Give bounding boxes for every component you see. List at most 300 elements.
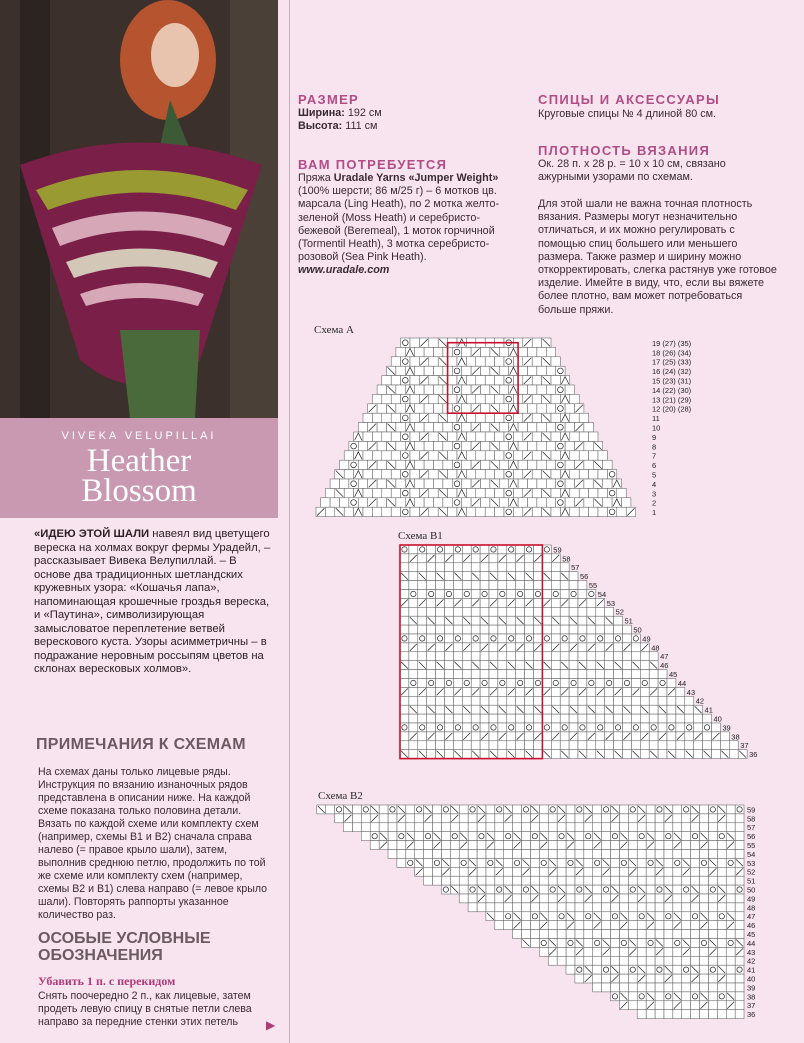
chart-b2-cell bbox=[673, 947, 682, 956]
chart-a-cell bbox=[532, 507, 541, 516]
chart-b1-cell bbox=[667, 696, 676, 705]
chart-b2-cell bbox=[655, 992, 664, 1001]
chart-b1-cell bbox=[578, 607, 587, 616]
chart-b1-cell bbox=[614, 616, 623, 625]
chart-b1-cell bbox=[453, 554, 462, 563]
chart-a-cell bbox=[551, 451, 560, 460]
chart-b2-cell bbox=[611, 823, 620, 832]
chart-a-cell bbox=[391, 507, 400, 516]
chart-b2-cell bbox=[726, 805, 735, 814]
chart-b1-cell bbox=[489, 732, 498, 741]
shawl-photo bbox=[0, 0, 278, 418]
chart-b1-cell bbox=[605, 723, 614, 732]
chart-a-cell bbox=[556, 441, 565, 450]
chart-b2-cell bbox=[682, 894, 691, 903]
chart-a-cell bbox=[466, 357, 475, 366]
chart-b2-cell bbox=[344, 823, 353, 832]
title-line-2: Blossom bbox=[81, 473, 197, 509]
chart-a-cell bbox=[401, 357, 410, 366]
chart-b2-cell bbox=[735, 850, 744, 859]
chart-b2-cell bbox=[361, 832, 370, 841]
chart-a-cell bbox=[532, 394, 541, 403]
chart-b1-cell bbox=[409, 625, 418, 634]
chart-a-cell bbox=[401, 376, 410, 385]
chart-b2-cell bbox=[530, 850, 539, 859]
chart-a-cell bbox=[391, 357, 400, 366]
chart-a-cell bbox=[410, 413, 419, 422]
chart-b2-cell bbox=[584, 956, 593, 965]
chart-b2-cell bbox=[539, 894, 548, 903]
chart-b1-cell bbox=[578, 723, 587, 732]
chart-b2-cell bbox=[700, 930, 709, 939]
chart-b1-cell bbox=[516, 696, 525, 705]
chart-b2-cell bbox=[397, 823, 406, 832]
chart-a-cell bbox=[424, 347, 433, 356]
chart-a-cell bbox=[344, 451, 353, 460]
chart-a-cell bbox=[495, 394, 504, 403]
chart-b1-cell bbox=[551, 634, 560, 643]
chart-b1-cell bbox=[542, 679, 551, 688]
chart-b2-cell bbox=[664, 992, 673, 1001]
chart-b1-cell bbox=[471, 643, 480, 652]
chart-b1-label: Схема B1 bbox=[398, 530, 443, 542]
chart-a-cell bbox=[504, 376, 513, 385]
chart-a-cell bbox=[551, 394, 560, 403]
chart-b1-cell bbox=[560, 563, 569, 572]
chart-b1-cell bbox=[480, 563, 489, 572]
chart-b1-cell bbox=[560, 705, 569, 714]
chart-b2-cell bbox=[539, 939, 548, 948]
chart-b2-cell bbox=[539, 850, 548, 859]
chart-b2-row-label: 40 bbox=[747, 974, 756, 984]
chart-b1-cell bbox=[569, 714, 578, 723]
chart-a-cell bbox=[556, 423, 565, 432]
chart-b2-cell bbox=[691, 921, 700, 930]
chart-b2-cell bbox=[664, 858, 673, 867]
chart-b2-cell bbox=[450, 841, 459, 850]
chart-b2-cell bbox=[584, 841, 593, 850]
chart-a-cell bbox=[443, 498, 452, 507]
chart-b1-cell bbox=[542, 554, 551, 563]
chart-a-cell bbox=[546, 423, 555, 432]
chart-b2-cell bbox=[504, 850, 513, 859]
chart-b2-cell bbox=[584, 912, 593, 921]
chart-a-cell bbox=[622, 498, 631, 507]
chart-b1-cell bbox=[685, 732, 694, 741]
chart-b1-cell bbox=[462, 670, 471, 679]
chart-b2-cell bbox=[700, 885, 709, 894]
chart-a-cell bbox=[537, 423, 546, 432]
chart-b2-row-label: 56 bbox=[747, 832, 756, 842]
chart-b2-cell bbox=[584, 903, 593, 912]
chart-b1-cell bbox=[685, 741, 694, 750]
chart-b1-cell bbox=[578, 643, 587, 652]
chart-b1-cell bbox=[623, 696, 632, 705]
chart-b1-cell bbox=[453, 581, 462, 590]
chart-b1-cell bbox=[445, 652, 454, 661]
chart-b1-cell bbox=[409, 723, 418, 732]
chart-b1-cell bbox=[462, 634, 471, 643]
chart-b2-cell bbox=[673, 858, 682, 867]
chart-b2-cell bbox=[619, 930, 628, 939]
chart-a-cell bbox=[546, 347, 555, 356]
chart-b2-cell bbox=[735, 992, 744, 1001]
materials-url[interactable]: www.uradale.com bbox=[298, 264, 390, 277]
chart-a-cell bbox=[448, 413, 457, 422]
chart-b1-cell bbox=[453, 741, 462, 750]
chart-b2-cell bbox=[566, 885, 575, 894]
chart-b1-cell bbox=[462, 696, 471, 705]
chart-b2-cell bbox=[646, 974, 655, 983]
chart-b2-cell bbox=[433, 867, 442, 876]
chart-a-cell bbox=[396, 347, 405, 356]
chart-b2-cell bbox=[691, 850, 700, 859]
chart-a-cell bbox=[518, 498, 527, 507]
chart-b1-cell bbox=[480, 661, 489, 670]
chart-a-cell bbox=[551, 488, 560, 497]
chart-a-cell bbox=[546, 385, 555, 394]
chart-b1-cell bbox=[471, 679, 480, 688]
chart-a-cell bbox=[499, 460, 508, 469]
chart-b1-cell bbox=[551, 581, 560, 590]
chart-a-cell bbox=[513, 432, 522, 441]
chart-b1-cell bbox=[418, 590, 427, 599]
chart-b1-cell bbox=[631, 723, 640, 732]
chart-b2-cell bbox=[415, 841, 424, 850]
chart-b2-cell bbox=[735, 832, 744, 841]
chart-b2-cell bbox=[717, 876, 726, 885]
chart-b2-cell bbox=[691, 823, 700, 832]
chart-b2-cell bbox=[593, 983, 602, 992]
chart-a-cell bbox=[415, 441, 424, 450]
chart-a-cell bbox=[415, 347, 424, 356]
chart-a-cell bbox=[434, 423, 443, 432]
chart-a-cell bbox=[377, 460, 386, 469]
chart-a-cell bbox=[434, 460, 443, 469]
chart-b1-cell bbox=[534, 652, 543, 661]
chart-a-cell bbox=[401, 488, 410, 497]
chart-b2-cell bbox=[424, 850, 433, 859]
chart-b2-cell bbox=[441, 876, 450, 885]
chart-b2-cell bbox=[619, 805, 628, 814]
chart-a-cell bbox=[607, 507, 616, 516]
chart-b2-cell bbox=[441, 841, 450, 850]
chart-a-cell bbox=[546, 479, 555, 488]
chart-b1-cell bbox=[587, 598, 596, 607]
chart-b1-cell bbox=[498, 661, 507, 670]
chart-b1-cell bbox=[569, 670, 578, 679]
chart-b1-cell bbox=[462, 723, 471, 732]
chart-b2-cell bbox=[593, 939, 602, 948]
chart-b2-cell bbox=[673, 814, 682, 823]
chart-b1-cell bbox=[569, 590, 578, 599]
chart-b2-cell bbox=[637, 850, 646, 859]
chart-b2-cell bbox=[548, 841, 557, 850]
chart-a-cell bbox=[565, 404, 574, 413]
chart-b1-cell bbox=[569, 723, 578, 732]
chart-a-cell bbox=[617, 507, 626, 516]
chart-a-cell bbox=[481, 479, 490, 488]
chart-b2-cell bbox=[593, 858, 602, 867]
chart-a-cell bbox=[452, 385, 461, 394]
chart-b2-cell bbox=[557, 930, 566, 939]
chart-b2-cell bbox=[717, 850, 726, 859]
chart-a-cell bbox=[372, 507, 381, 516]
chart-b2-cell bbox=[468, 814, 477, 823]
chart-b2-cell bbox=[513, 805, 522, 814]
chart-b2-cell bbox=[664, 983, 673, 992]
chart-b2-cell bbox=[370, 832, 379, 841]
chart-b1-cell bbox=[534, 696, 543, 705]
chart-b1-cell bbox=[489, 554, 498, 563]
chart-b1-cell bbox=[462, 741, 471, 750]
chart-b2-cell bbox=[655, 876, 664, 885]
chart-b1-cell bbox=[525, 607, 534, 616]
chart-b2-row-label: 59 bbox=[747, 805, 756, 815]
chart-a-cell bbox=[537, 498, 546, 507]
chart-b2-cell bbox=[717, 1010, 726, 1019]
chart-a-cell bbox=[528, 423, 537, 432]
chart-a-cell bbox=[452, 423, 461, 432]
chart-b2-cell bbox=[726, 939, 735, 948]
chart-b1-row-label: 49 bbox=[642, 634, 651, 644]
chart-b2-cell bbox=[602, 823, 611, 832]
chart-b1-cell bbox=[427, 634, 436, 643]
chart-b1-cell bbox=[409, 679, 418, 688]
chart-b2-cell bbox=[522, 832, 531, 841]
chart-b2-cell bbox=[433, 805, 442, 814]
chart-b2-cell bbox=[708, 921, 717, 930]
chart-b1-cell bbox=[534, 670, 543, 679]
chart-b2-cell bbox=[566, 814, 575, 823]
chart-b2-cell bbox=[539, 867, 548, 876]
chart-b1-cell bbox=[587, 590, 596, 599]
chart-b2-cell bbox=[637, 903, 646, 912]
chart-a-row-label: 10 bbox=[652, 423, 661, 433]
chart-a-cell bbox=[485, 432, 494, 441]
needles-text: Круговые спицы № 4 длиной 80 см. bbox=[538, 108, 717, 120]
chart-b2-cell bbox=[584, 939, 593, 948]
chart-b2-cell bbox=[530, 876, 539, 885]
chart-b2-cell bbox=[406, 850, 415, 859]
chart-a-cell bbox=[372, 451, 381, 460]
chart-b2-cell bbox=[646, 858, 655, 867]
chart-b1-cell bbox=[409, 563, 418, 572]
chart-a-cell bbox=[429, 488, 438, 497]
chart-a-cell bbox=[372, 488, 381, 497]
chart-b2-cell bbox=[548, 805, 557, 814]
chart-b2-cell bbox=[397, 858, 406, 867]
chart-b1-cell bbox=[489, 679, 498, 688]
chart-a-cell bbox=[377, 498, 386, 507]
chart-b2-cell bbox=[530, 832, 539, 841]
chart-a-cell bbox=[570, 432, 579, 441]
chart-b2-cell bbox=[584, 930, 593, 939]
chart-a-cell bbox=[495, 507, 504, 516]
chart-b2-cell bbox=[522, 850, 531, 859]
chart-b1-cell bbox=[418, 625, 427, 634]
chart-b2-cell bbox=[611, 858, 620, 867]
chart-b1-cell bbox=[649, 670, 658, 679]
chart-a-cell bbox=[518, 404, 527, 413]
chart-b1-cell bbox=[560, 616, 569, 625]
chart-b2-cell bbox=[646, 850, 655, 859]
chart-a-cell bbox=[410, 488, 419, 497]
chart-b2-cell bbox=[575, 805, 584, 814]
chart-a-cell bbox=[429, 470, 438, 479]
chart-a-cell bbox=[546, 366, 555, 375]
chart-b1-cell bbox=[614, 714, 623, 723]
chart-b1-cell bbox=[685, 705, 694, 714]
chart-b2-cell bbox=[637, 858, 646, 867]
chart-b1-cell bbox=[631, 670, 640, 679]
chart-b2-cell bbox=[673, 983, 682, 992]
chart-b2-row-label: 58 bbox=[747, 814, 756, 824]
chart-b2-cell bbox=[664, 876, 673, 885]
notes-heading: ПРИМЕЧАНИЯ К СХЕМАМ bbox=[36, 736, 246, 753]
chart-a-row-label: 18 (26) (34) bbox=[652, 348, 692, 358]
chart-b2-cell bbox=[557, 903, 566, 912]
chart-a-cell bbox=[466, 451, 475, 460]
chart-b1-cell bbox=[489, 705, 498, 714]
chart-b2-cell bbox=[628, 956, 637, 965]
chart-b1-cell bbox=[587, 652, 596, 661]
chart-a-cell bbox=[481, 498, 490, 507]
intro-text: навеял вид цветущего вереска на холмах вокруг фермы Урадейл, – рассказывает Вивека Велупиллай. – В основе два традиционных шетландских кружевных узора: «Кошачья лапа», напоминающая крошечные гроздья вереска, и «Паутина», символизирующая замысловатое переплетение ветвей верескового куста. Узоры асимметричны – в подражание неровным россыпям цветов на склонах вересковых холмов». bbox=[34, 528, 271, 675]
chart-b1-cell bbox=[614, 670, 623, 679]
chart-b1-cell bbox=[400, 679, 409, 688]
chart-b1-cell bbox=[427, 661, 436, 670]
chart-a-row-label: 12 (20) (28) bbox=[652, 404, 692, 414]
chart-b2-cell bbox=[673, 885, 682, 894]
chart-b2-cell bbox=[628, 841, 637, 850]
chart-a-cell bbox=[532, 451, 541, 460]
chart-b1-cell bbox=[507, 723, 516, 732]
chart-b2-cell bbox=[664, 832, 673, 841]
chart-b1-cell bbox=[560, 581, 569, 590]
chart-b1-cell bbox=[400, 581, 409, 590]
chart-a-cell bbox=[584, 460, 593, 469]
chart-b1-cell bbox=[498, 545, 507, 554]
chart-b2-cell bbox=[602, 965, 611, 974]
chart-b1-cell bbox=[649, 741, 658, 750]
chart-b2-cell bbox=[691, 912, 700, 921]
chart-b2-cell bbox=[735, 885, 744, 894]
chart-b2-cell bbox=[566, 894, 575, 903]
chart-a-cell bbox=[476, 451, 485, 460]
chart-b2-cell bbox=[708, 965, 717, 974]
chart-b1-cell bbox=[471, 741, 480, 750]
chart-b2-cell bbox=[611, 841, 620, 850]
chart-a-cell bbox=[434, 498, 443, 507]
chart-b1-cell bbox=[507, 563, 516, 572]
chart-b1-cell bbox=[453, 616, 462, 625]
chart-b1-cell bbox=[436, 607, 445, 616]
chart-b1-cell bbox=[471, 625, 480, 634]
chart-b1-cell bbox=[471, 554, 480, 563]
chart-b2-cell bbox=[655, 885, 664, 894]
chart-a-cell bbox=[344, 470, 353, 479]
chart-b2-cell bbox=[530, 930, 539, 939]
chart-b1-cell bbox=[516, 590, 525, 599]
chart-b1-cell bbox=[631, 705, 640, 714]
chart-b2-cell bbox=[682, 903, 691, 912]
chart-b1-cell bbox=[614, 696, 623, 705]
chart-b1-cell bbox=[453, 723, 462, 732]
chart-b1-cell bbox=[587, 670, 596, 679]
chart-b1-cell bbox=[525, 670, 534, 679]
chart-b2-cell bbox=[646, 965, 655, 974]
chart-a-cell bbox=[363, 470, 372, 479]
chart-b2-cell bbox=[361, 823, 370, 832]
chart-b2-cell bbox=[664, 921, 673, 930]
chart-b2-cell bbox=[673, 1010, 682, 1019]
chart-b1-cell bbox=[605, 634, 614, 643]
chart-b2-cell bbox=[637, 992, 646, 1001]
chart-b1-cell bbox=[409, 590, 418, 599]
chart-a-cell bbox=[504, 488, 513, 497]
chart-b2-cell bbox=[691, 832, 700, 841]
chart-b2-cell bbox=[726, 894, 735, 903]
chart-b1-cell bbox=[658, 714, 667, 723]
chart-b1-cell bbox=[507, 616, 516, 625]
chart-a-cell bbox=[321, 498, 330, 507]
chart-a-cell bbox=[434, 347, 443, 356]
chart-b1-cell bbox=[569, 581, 578, 590]
chart-b1-cell bbox=[507, 634, 516, 643]
chart-b1-cell bbox=[649, 732, 658, 741]
chart-b2-cell bbox=[637, 930, 646, 939]
chart-b1-cell bbox=[427, 723, 436, 732]
chart-a-cell bbox=[504, 413, 513, 422]
chart-b1-cell bbox=[418, 616, 427, 625]
chart-b1-cell bbox=[569, 607, 578, 616]
chart-b1-cell bbox=[436, 705, 445, 714]
chart-b1-cell bbox=[489, 723, 498, 732]
chart-b1-cell bbox=[596, 643, 605, 652]
chart-a-cell bbox=[424, 479, 433, 488]
chart-b1-row-label: 37 bbox=[740, 741, 749, 751]
chart-b1-cell bbox=[694, 723, 703, 732]
chart-b1-cell bbox=[471, 616, 480, 625]
chart-b2-cell bbox=[486, 850, 495, 859]
chart-a-cell bbox=[485, 451, 494, 460]
chart-b1-cell bbox=[480, 687, 489, 696]
chart-b2-cell bbox=[513, 823, 522, 832]
chart-a-cell bbox=[551, 376, 560, 385]
chart-b1-cell bbox=[453, 670, 462, 679]
chart-a-cell bbox=[565, 498, 574, 507]
chart-a-cell bbox=[556, 385, 565, 394]
chart-b2-cell bbox=[708, 814, 717, 823]
chart-b1-cell bbox=[534, 687, 543, 696]
chart-a-cell bbox=[532, 432, 541, 441]
chart-a-cell bbox=[377, 479, 386, 488]
chart-b2-cell bbox=[575, 956, 584, 965]
chart-a-cell bbox=[377, 385, 386, 394]
chart-b2-cell bbox=[619, 903, 628, 912]
chart-b1-cell bbox=[516, 652, 525, 661]
chart-b1-cell bbox=[453, 590, 462, 599]
chart-a-cell bbox=[598, 451, 607, 460]
chart-b1-cell bbox=[507, 625, 516, 634]
chart-b1-cell bbox=[631, 643, 640, 652]
chart-b1-cell bbox=[614, 634, 623, 643]
chart-a-cell bbox=[325, 507, 334, 516]
chart-b2-cell bbox=[424, 832, 433, 841]
chart-b1-cell bbox=[436, 670, 445, 679]
chart-b2-cell bbox=[504, 876, 513, 885]
